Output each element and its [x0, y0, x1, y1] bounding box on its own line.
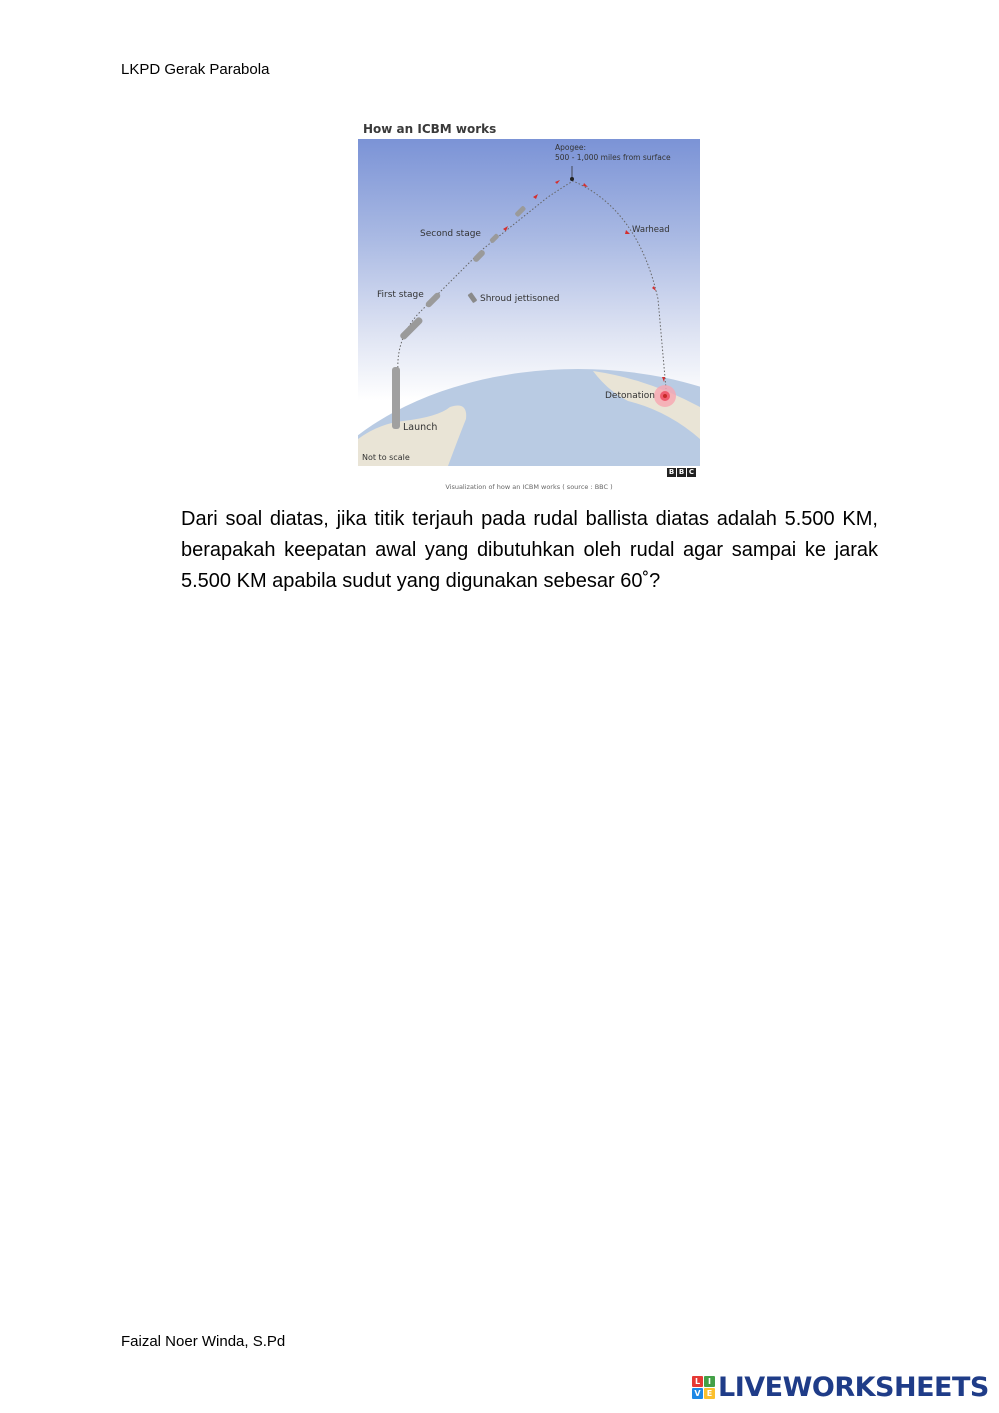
figure-canvas — [358, 139, 700, 466]
bbc-letter: B — [668, 468, 675, 476]
figure-title: How an ICBM works — [363, 122, 497, 136]
logo-letter: E — [704, 1388, 715, 1399]
question-text: Dari soal diatas, jika titik terjauh pada rudal ballista diatas adalah 5.500 KM, berapakah keepatan awal yang dibutuhkan oleh rudal agar sampai ke jarak 5.500 KM apabila sudut yang digunakan sebesar 60˚? — [181, 508, 878, 592]
bbc-letter: B — [678, 468, 685, 476]
bbc-logo — [667, 468, 696, 477]
second-stage-label: Second stage — [420, 229, 481, 239]
launch-label: Launch — [403, 422, 438, 433]
apogee-label: Apogee: — [555, 143, 586, 152]
marker-2 — [533, 194, 538, 199]
figure-caption: Visualization of how an ICBM works ( source : BBC ) — [445, 483, 613, 491]
page-footer: Faizal Noer Winda, S.Pd — [121, 1333, 286, 1350]
bbc-letter: C — [688, 468, 695, 476]
second-stage-rocket-2 — [489, 233, 500, 244]
detonation-label: Detonation — [605, 391, 655, 401]
icbm-figure — [358, 118, 703, 498]
trajectory-path — [398, 181, 666, 389]
marker-4 — [583, 183, 588, 187]
marker-5 — [625, 230, 630, 234]
brand-name: LIVEWORKSHEETS — [718, 1372, 989, 1403]
first-stage-label: First stage — [377, 290, 424, 300]
logo-letter: V — [692, 1388, 703, 1399]
icbm-diagram — [358, 139, 700, 466]
page-header: LKPD Gerak Parabola — [121, 61, 270, 78]
liveworksheets-brand[interactable] — [692, 1372, 989, 1403]
warhead-label: Warhead — [632, 225, 670, 235]
not-to-scale-label: Not to scale — [362, 453, 410, 462]
second-stage-rocket — [472, 249, 486, 263]
first-stage-rocket — [399, 316, 424, 341]
logo-letter: L — [692, 1376, 703, 1387]
logo-letter: I — [704, 1376, 715, 1387]
marker-3 — [555, 180, 560, 184]
marker-1 — [503, 226, 508, 231]
detonation-center — [663, 394, 667, 398]
shroud-piece — [467, 292, 477, 303]
apogee-point — [570, 177, 574, 181]
apogee-detail-label: 500 - 1,000 miles from surface — [555, 153, 671, 162]
liveworksheets-logo-icon — [692, 1376, 715, 1399]
first-stage-rocket-2 — [425, 292, 442, 309]
launch-rocket — [392, 367, 400, 429]
shroud-label: Shroud jettisoned — [480, 294, 560, 304]
